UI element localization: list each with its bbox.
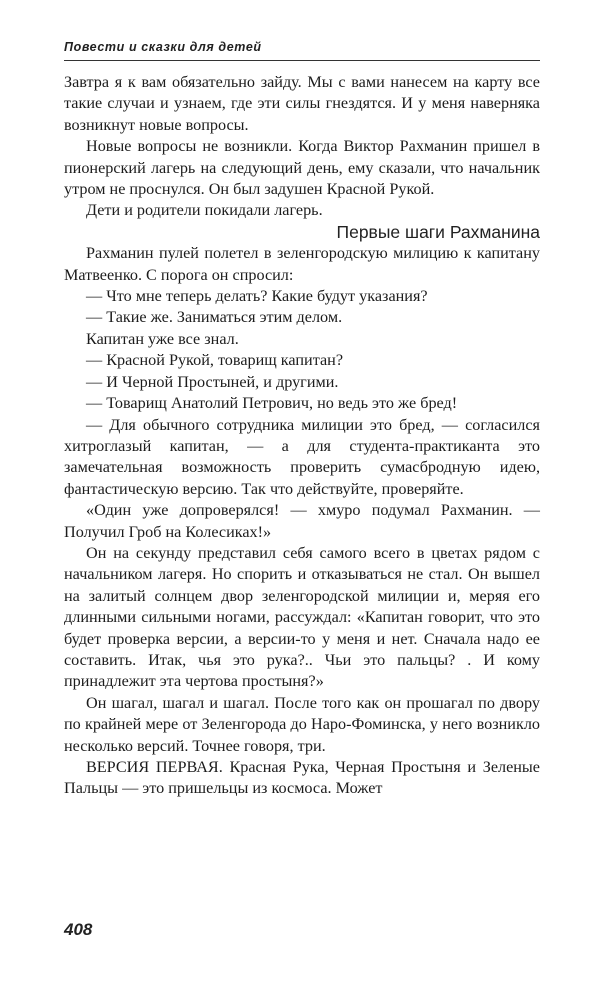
paragraph: Он шагал, шагал и шагал. После того как он прошагал по двору по крайней мере от Зеленгорода до Наро-Фоминска, у него возникло несколько версий. Точнее говоря, три. [64,693,540,755]
dialogue-line: — Товарищ Анатолий Петрович, но ведь это же бред! [86,394,458,413]
header-rule [64,60,540,61]
paragraph: Рахманин пулей полетел в зеленгородскую милицию к капитану Матвеенко. С порога он спросил: [64,244,540,284]
paragraph: Новые вопросы не возникли. Когда Виктор Рахманин пришел в пионерский лагерь на следующий день, ему сказали, что начальник утром не проснулся. Он был задушен Красной Рукой. [64,137,540,199]
page-number: 408 [64,920,93,939]
dialogue-line: — Что мне теперь делать? Какие будут указания? [86,287,428,306]
body-text [64,72,540,800]
dialogue-line: — И Черной Простыней, и другими. [86,372,339,391]
section-title: Первые шаги Рахманина [336,221,540,242]
dialogue-line: — Для обычного сотрудника милиции это бред, — согласился хитроглазый капитан, — а для студента-практиканта это замечательная возможность проверить сумасбродную идею, фантастическую версию. Так что действуйте, проверяйте. [64,415,540,498]
dialogue-line: — Красной Рукой, товарищ капитан? [86,351,344,370]
paragraph: «Один уже допроверялся! — хмуро подумал Рахманин. — Получил Гроб на Колесиках!» [64,501,540,541]
paragraph: Капитан уже все знал. [86,329,239,348]
running-header: Повести и сказки для детей [64,40,262,54]
dialogue-line: — Такие же. Заниматься этим делом. [86,308,343,327]
paragraph: ВЕРСИЯ ПЕРВАЯ. Красная Рука, Черная Простыня и Зеленые Пальцы — это пришельцы из космоса. Может [64,758,540,798]
paragraph: Он на секунду представил себя самого всего в цветах рядом с начальником лагеря. Но спорить и отказываться не стал. Он вышел на залитый солнцем двор зеленгородской милиции и, меряя его длинными сильными ногами, рассуждал: «Капитан говорит, что это будет проверка версии, а версии-то у меня и нет. Сначала надо ее составить. Итак, чья это рука?.. Чьи это пальцы? . И кому принадлежит эта чертова простыня?» [64,543,540,691]
paragraph: Дети и родители покидали лагерь. [86,201,323,220]
paragraph: Завтра я к вам обязательно зайду. Мы с вами нанесем на карту все такие случаи и узнаем, где эти силы гнездятся. И у меня наверняка возникнут новые вопросы. [64,73,540,134]
